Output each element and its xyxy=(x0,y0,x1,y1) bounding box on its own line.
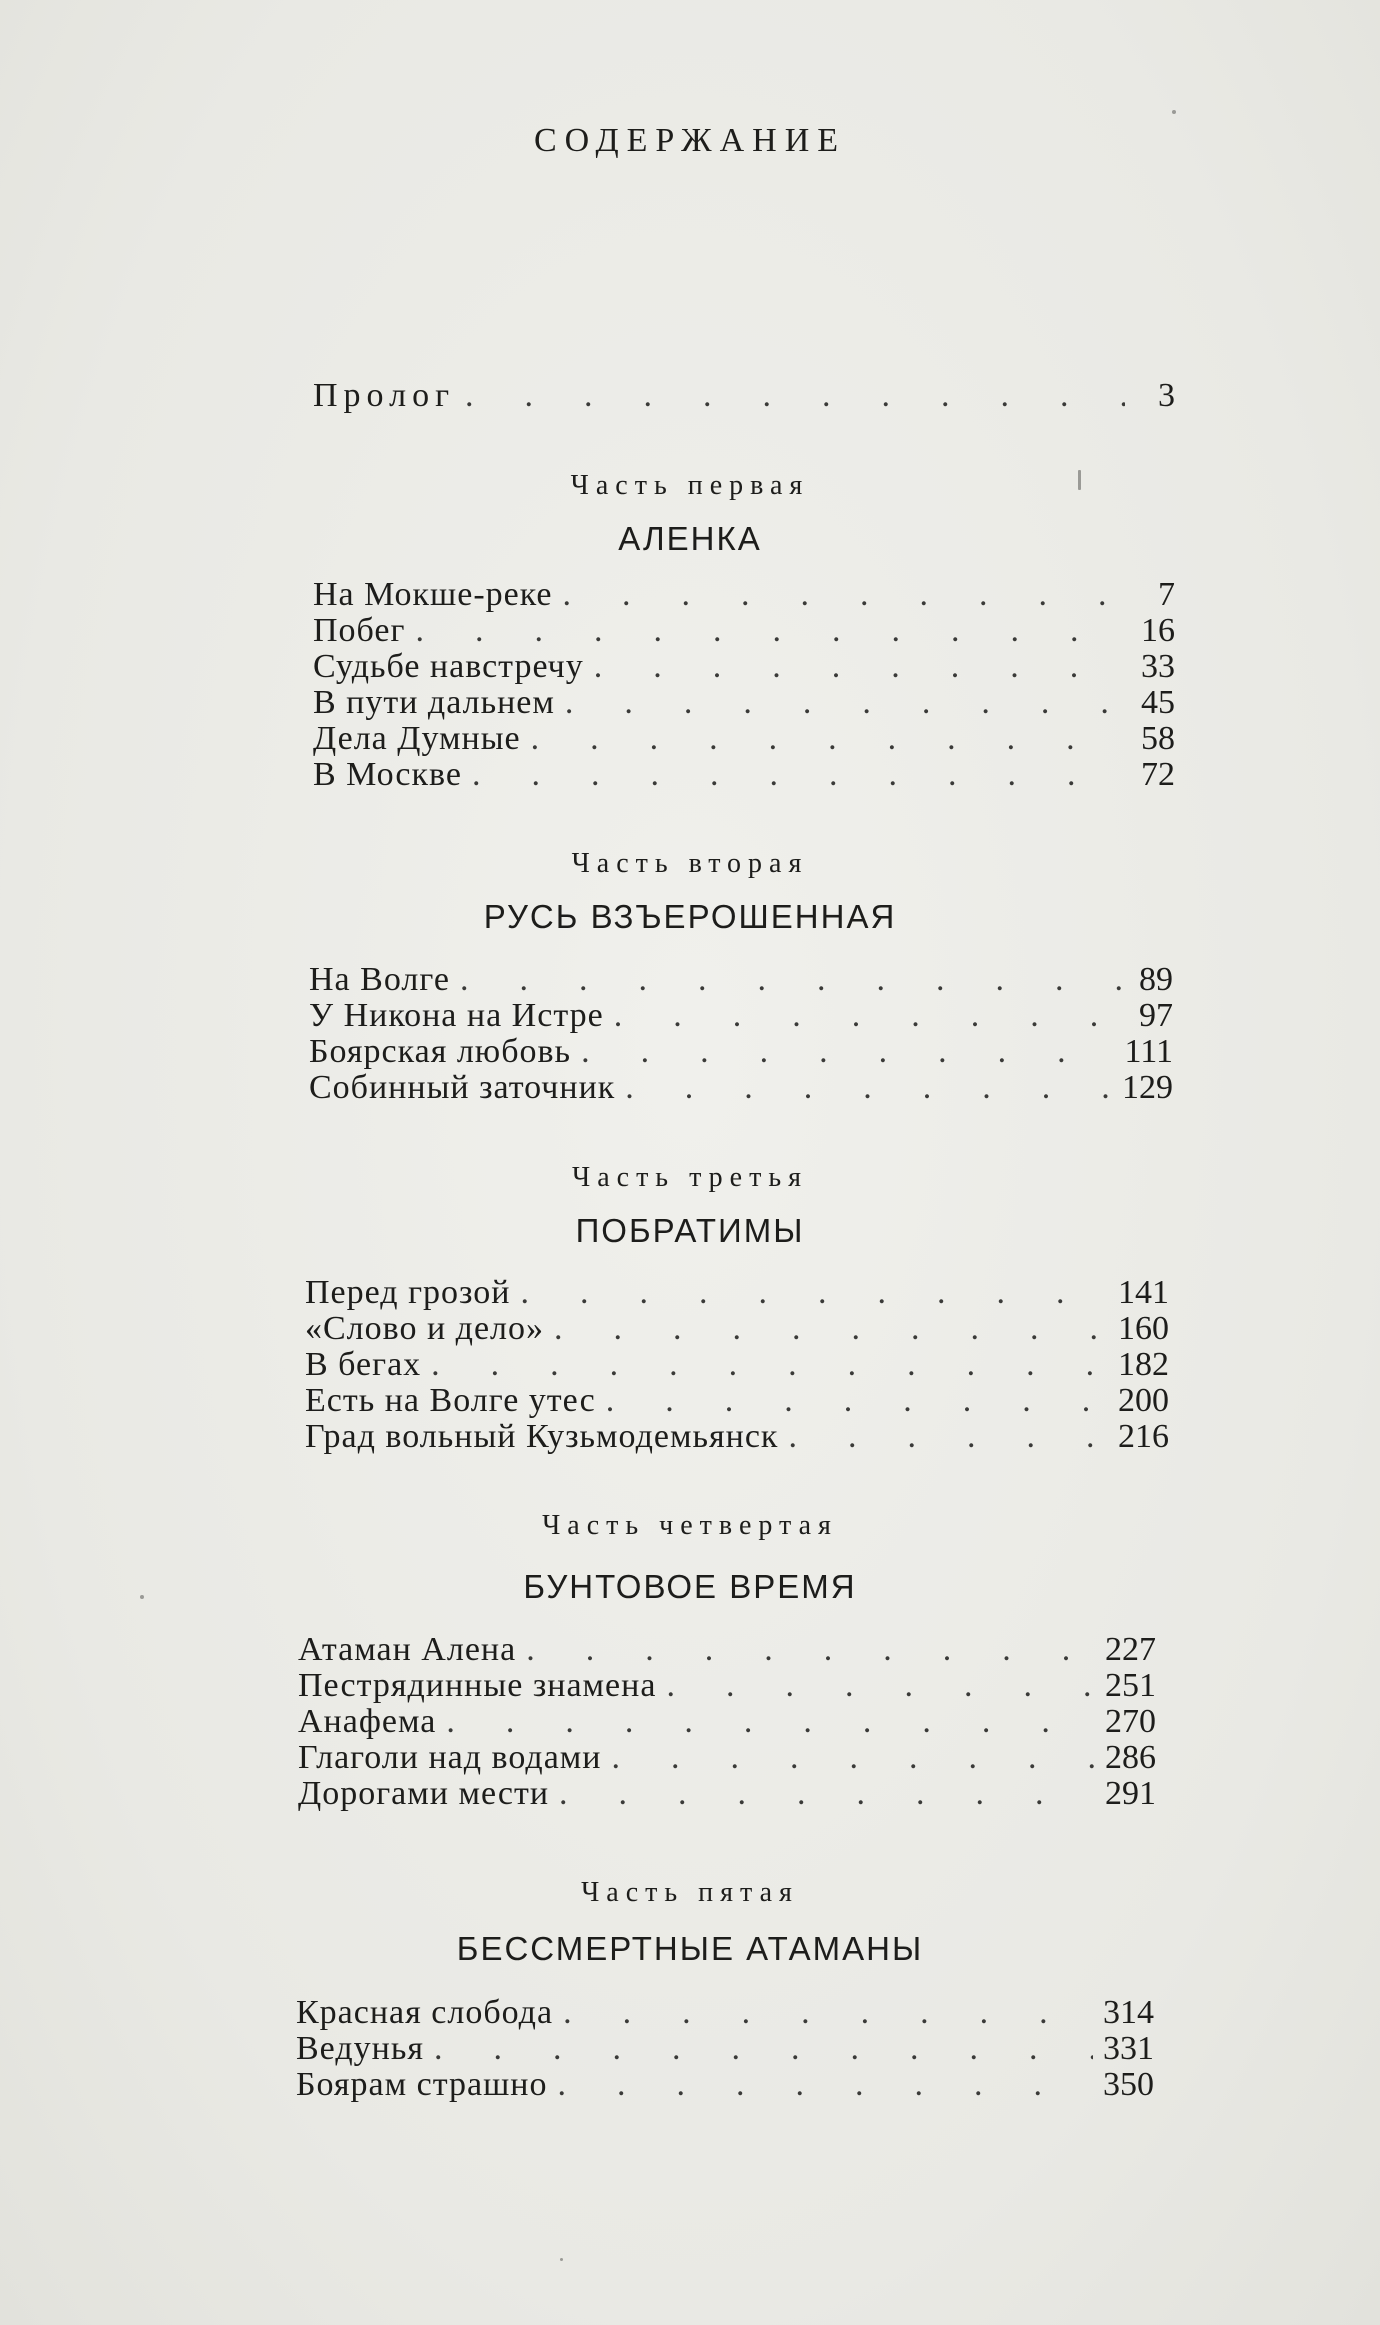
toc-entry-page: 314 xyxy=(1103,1994,1154,2031)
toc-entry xyxy=(313,649,1175,685)
part-title: БУНТОВОЕ ВРЕМЯ xyxy=(523,1568,857,1605)
toc-entry xyxy=(309,998,1173,1034)
toc-entry xyxy=(296,2031,1154,2067)
dot-leader xyxy=(666,1668,1095,1704)
toc-entry xyxy=(313,685,1175,721)
dot-leader xyxy=(594,649,1125,685)
toc-entry xyxy=(309,962,1173,998)
toc-entry xyxy=(298,1632,1156,1668)
dot-leader xyxy=(614,998,1123,1034)
dot-leader xyxy=(446,1704,1095,1740)
toc-entry-page: 291 xyxy=(1105,1775,1156,1812)
toc-entry xyxy=(305,1311,1169,1347)
toc-entry-title: «Слово и дело» xyxy=(305,1310,545,1347)
toc-entry xyxy=(313,613,1175,649)
toc-entry-title: Град вольный Кузьмодемьянск xyxy=(305,1418,779,1455)
scan-speck xyxy=(1078,470,1081,490)
toc-entry xyxy=(313,721,1175,757)
toc-entry-page: 3 xyxy=(1158,377,1175,414)
dot-leader xyxy=(563,577,1126,613)
toc-entry-page: 97 xyxy=(1139,997,1173,1034)
dot-leader xyxy=(581,1034,1114,1070)
toc-entry-page: 216 xyxy=(1118,1418,1169,1455)
toc-entry-title: Дорогами мести xyxy=(298,1775,550,1812)
toc-entry-page: 251 xyxy=(1105,1667,1156,1704)
toc-entry-title: Дела Думные xyxy=(313,720,521,757)
toc-entry xyxy=(305,1419,1169,1455)
dot-leader xyxy=(415,613,1125,649)
part-label: Часть четвертая xyxy=(542,1510,838,1541)
toc-entry xyxy=(305,1383,1169,1419)
toc-entry xyxy=(298,1776,1156,1812)
toc-entry-page: 182 xyxy=(1118,1346,1169,1383)
toc-entry xyxy=(309,1070,1173,1106)
scan-speck xyxy=(560,2258,563,2261)
toc-entry-page: 200 xyxy=(1118,1382,1169,1419)
toc-entry-page: 45 xyxy=(1141,684,1175,721)
dot-leader xyxy=(434,2031,1093,2067)
dot-leader xyxy=(520,1275,1108,1311)
part-title: ПОБРАТИМЫ xyxy=(575,1212,805,1249)
part-title: БЕССМЕРТНЫЕ АТАМАНЫ xyxy=(456,1930,924,1967)
toc-entry-title: Есть на Волге утес xyxy=(305,1382,596,1419)
scan-speck xyxy=(140,1595,144,1599)
toc-entry xyxy=(305,1275,1169,1311)
toc-entry-title: Перед грозой xyxy=(305,1274,511,1311)
toc-entry xyxy=(298,1740,1156,1776)
dot-leader xyxy=(465,378,1125,414)
part-title: РУСЬ ВЗЪЕРОШЕННАЯ xyxy=(483,898,897,935)
toc-entry-page: 16 xyxy=(1141,612,1175,649)
toc-entry xyxy=(305,1347,1169,1383)
toc-entry xyxy=(296,1995,1154,2031)
part-label: Часть пятая xyxy=(581,1877,799,1908)
toc-entry-page: 129 xyxy=(1122,1069,1173,1106)
dot-leader xyxy=(565,685,1125,721)
toc-entry-prologue xyxy=(313,378,1175,414)
toc-entry xyxy=(296,2067,1154,2103)
dot-leader xyxy=(788,1419,1108,1455)
toc-entry-title: В бегах xyxy=(305,1346,422,1383)
part-title: АЛЕНКА xyxy=(618,520,762,557)
toc-entry-title: У Никона на Истре xyxy=(309,997,604,1034)
dot-leader xyxy=(606,1383,1108,1419)
dot-leader xyxy=(554,1311,1108,1347)
toc-entry xyxy=(298,1704,1156,1740)
toc-entry-title: Боярам страшно xyxy=(296,2066,548,2103)
toc-entry-title: Боярская любовь xyxy=(309,1033,572,1070)
toc-entry-title: Анафема xyxy=(298,1703,437,1740)
toc-entry-page: 7 xyxy=(1158,576,1175,613)
toc-entry xyxy=(313,577,1175,613)
toc-entry-title: Глаголи над водами xyxy=(298,1739,602,1776)
part-label: Часть вторая xyxy=(571,848,809,879)
toc-entry-title: Судьбе навстречу xyxy=(313,648,584,685)
toc-entry-title: Красная слобода xyxy=(296,1994,554,2031)
dot-leader xyxy=(526,1632,1095,1668)
toc-entry-title: На Мокше-реке xyxy=(313,576,553,613)
toc-entry xyxy=(313,757,1175,793)
dot-leader xyxy=(460,962,1123,998)
toc-entry-title: Побег xyxy=(313,612,406,649)
dot-leader xyxy=(559,1776,1095,1812)
toc-entry-page: 286 xyxy=(1105,1739,1156,1776)
dot-leader xyxy=(612,1740,1096,1776)
dot-leader xyxy=(625,1070,1112,1106)
toc-entry-title: Ведунья xyxy=(296,2030,424,2067)
toc-entry-page: 58 xyxy=(1141,720,1175,757)
dot-leader xyxy=(563,1995,1093,2031)
part-label: Часть третья xyxy=(572,1162,808,1193)
toc-entry-title: Атаман Алена xyxy=(298,1631,517,1668)
scan-speck xyxy=(1172,110,1176,114)
toc-entry-page: 350 xyxy=(1103,2066,1154,2103)
dot-leader xyxy=(431,1347,1108,1383)
toc-entry-page: 141 xyxy=(1118,1274,1169,1311)
toc-entry-title: Собинный заточник xyxy=(309,1069,616,1106)
toc-entry-title: На Волге xyxy=(309,961,450,998)
toc-entry xyxy=(298,1668,1156,1704)
dot-leader xyxy=(472,757,1125,793)
toc-entry-page: 89 xyxy=(1139,961,1173,998)
page-title: СОДЕРЖАНИЕ xyxy=(533,122,847,159)
part-label: Часть первая xyxy=(570,470,810,501)
dot-leader xyxy=(531,721,1125,757)
toc-entry-title: Пролог xyxy=(313,377,456,414)
toc-entry-page: 72 xyxy=(1141,756,1175,793)
toc-entry-page: 111 xyxy=(1124,1033,1173,1070)
dot-leader xyxy=(557,2067,1093,2103)
toc-entry-page: 227 xyxy=(1105,1631,1156,1668)
toc-entry-title: В пути дальнем xyxy=(313,684,555,721)
toc-entry-title: В Москве xyxy=(313,756,462,793)
toc-entry-page: 270 xyxy=(1105,1703,1156,1740)
toc-entry-title: Пестрядинные знамена xyxy=(298,1667,657,1704)
toc-entry-page: 160 xyxy=(1118,1310,1169,1347)
toc-entry-page: 33 xyxy=(1141,648,1175,685)
toc-entry-page: 331 xyxy=(1103,2030,1154,2067)
toc-entry xyxy=(309,1034,1173,1070)
